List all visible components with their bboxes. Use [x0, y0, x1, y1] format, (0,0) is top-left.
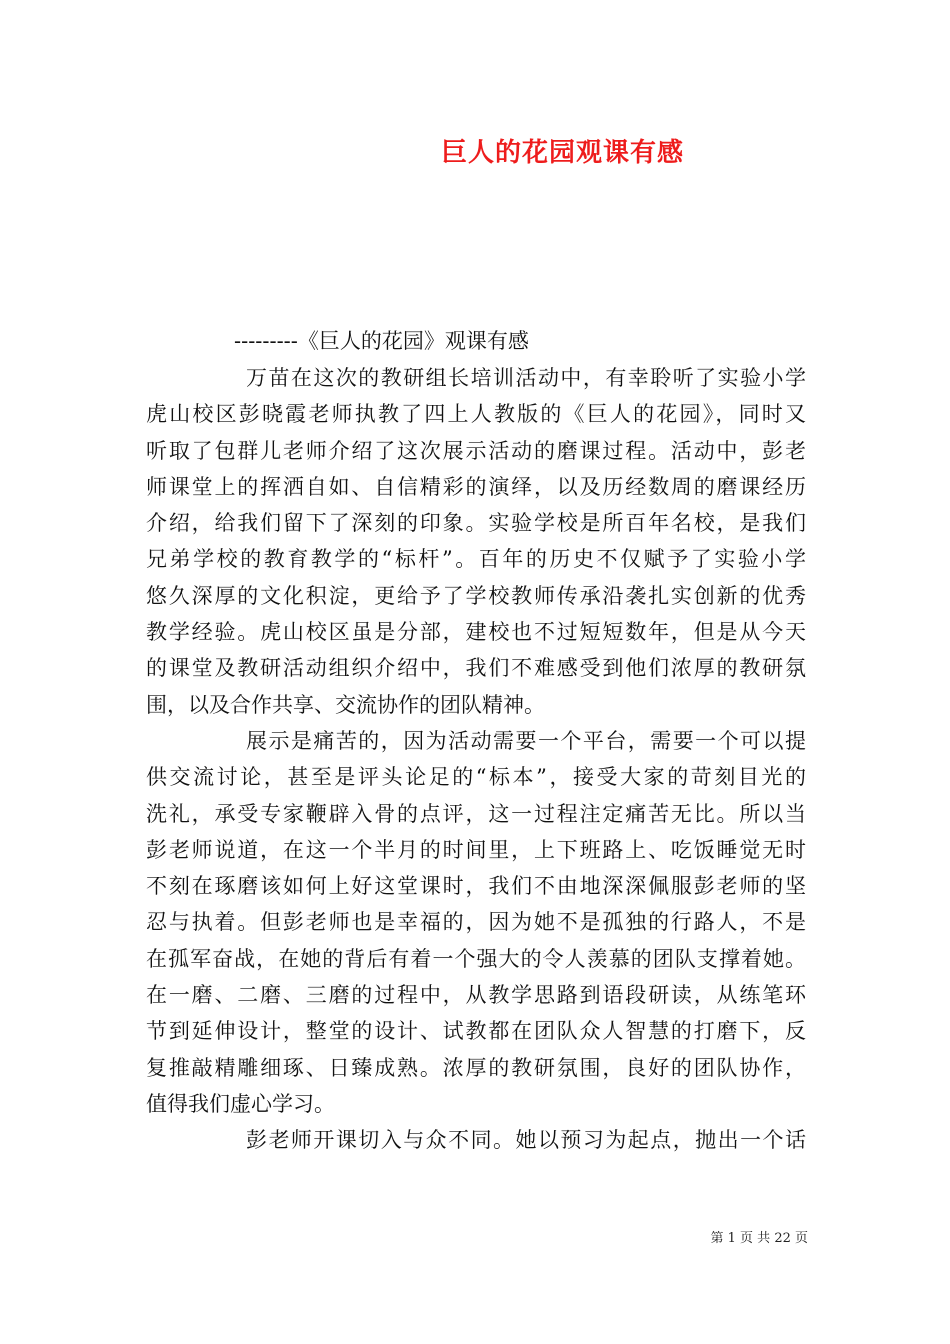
text-line: 彭老师开课切入与众不同。她以预习为起点，抛出一个话 [246, 1128, 806, 1153]
text-line: 洗礼，承受专家鞭辟入骨的点评，这一过程注定痛苦无比。所以当 [146, 801, 806, 826]
text-line: 供交流讨论，甚至是评头论足的“标本”，接受大家的苛刻目光的 [146, 765, 806, 790]
text-line: 围，以及合作共享、交流协作的团队精神。 [146, 692, 545, 717]
text-line: 不刻在琢磨该如何上好这堂课时，我们不由地深深佩服彭老师的坚 [146, 874, 806, 899]
text-line: 听取了包群儿老师介绍了这次展示活动的磨课过程。活动中，彭老 [146, 438, 806, 463]
text-line: 复推敲精雕细琢、日臻成熟。浓厚的教研氛围，良好的团队协作， [146, 1055, 806, 1080]
document-subtitle: ---------《巨人的花园》观课有感 [234, 329, 529, 353]
text-line: 展示是痛苦的，因为活动需要一个平台，需要一个可以提 [246, 728, 806, 753]
page-number: 第 1 页 共 22 页 [710, 1231, 808, 1246]
text-line: 兄弟学校的教育教学的“标杆”。百年的历史不仅赋予了实验小学 [146, 547, 806, 572]
text-line: 虎山校区彭晓霞老师执教了四上人教版的《巨人的花园》，同时又 [146, 402, 806, 427]
text-line: 教学经验。虎山校区虽是分部，建校也不过短短数年，但是从今天 [146, 620, 806, 645]
text-line: 万苗在这次的教研组长培训活动中，有幸聆听了实验小学 [246, 366, 806, 390]
document-body [146, 360, 806, 1159]
text-line: 悠久深厚的文化积淀，更给予了学校教师传承沿袭扎实创新的优秀 [146, 583, 806, 608]
text-line: 彭老师说道，在这一个半月的时间里，上下班路上、吃饭睡觉无时 [146, 837, 806, 862]
text-line: 忍与执着。但彭老师也是幸福的，因为她不是孤独的行路人，不是 [146, 910, 806, 935]
text-line: 值得我们虚心学习。 [146, 1091, 335, 1116]
text-line: 在一磨、二磨、三磨的过程中，从教学思路到语段研读，从练笔环 [146, 983, 806, 1008]
text-line: 介绍，给我们留下了深刻的印象。实验学校是所百年名校，是我们 [146, 511, 806, 536]
text-line: 的课堂及教研活动组织介绍中，我们不难感受到他们浓厚的教研氛 [146, 656, 806, 681]
text-line: 在孤军奋战，在她的背后有着一个强大的令人羡慕的团队支撑着她。 [146, 946, 806, 971]
text-line: 节到延伸设计，整堂的设计、试教都在团队众人智慧的打磨下，反 [146, 1019, 806, 1044]
document-title: 巨人的花园观课有感 [440, 138, 684, 168]
text-line: 师课堂上的挥洒自如、自信精彩的演绎，以及历经数周的磨课经历 [146, 474, 806, 499]
